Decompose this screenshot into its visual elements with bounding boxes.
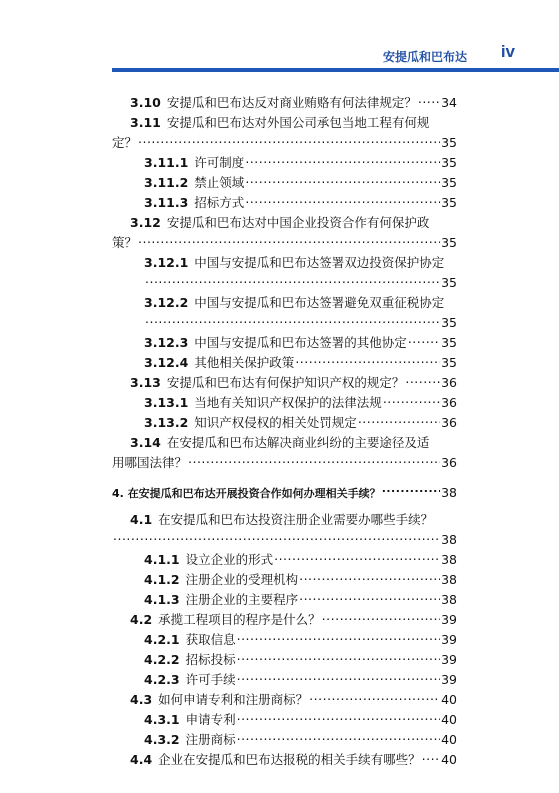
toc-entry-3-13-1[interactable]: 3.13.1 当地有关知识产权保护的法律法规 ..... 36 [112, 393, 457, 413]
table-of-contents [112, 93, 457, 770]
toc-page-number: 35 [441, 135, 457, 150]
dot-leader [138, 133, 440, 147]
toc-entry-4-3[interactable]: 4.3 如何申请专利和注册商标？ ..... 40 [112, 690, 457, 710]
toc-entry-4-3-2[interactable]: 4.3.2 注册商标 ..... 40 [112, 730, 457, 750]
toc-entry-3-12-2[interactable]: 3.12.2 中国与安提瓜和巴布达签署避免双重征税协定 ..... 35 [112, 293, 457, 333]
toc-entry-4-3-1[interactable]: 4.3.1 申请专利 ..... 40 [112, 710, 457, 730]
toc-entry-4-2-2[interactable]: 4.2.2 招标投标 ..... 39 [112, 650, 457, 670]
toc-entry-4-1-2[interactable]: 4.1.2 注册企业的受理机构 ..... 38 [112, 570, 457, 590]
toc-entry-3-12-1[interactable]: 3.12.1 中国与安提瓜和巴布达签署双边投资保护协定 ..... 35 [112, 253, 457, 293]
toc-entry-4-4[interactable]: 4.4 企业在安提瓜和巴布达报税的相关手续有哪些？ ..... 40 [112, 750, 457, 770]
toc-entry-3-14[interactable]: 3.14 在安提瓜和巴布达解决商业纠纷的主要途径及适 用哪国法律？ ..... 36 [112, 433, 457, 473]
toc-entry-4-1[interactable]: 4.1 在安提瓜和巴布达投资注册企业需要办哪些手续？ ..... 38 [112, 510, 457, 550]
header-rule [112, 68, 559, 72]
dot-leader [418, 93, 440, 107]
toc-entry-4[interactable]: 4. 在安提瓜和巴布达开展投资合作如何办理相关手续？ ..... 38 [112, 483, 457, 504]
toc-entry-4-1-1[interactable]: 4.1.1 设立企业的形式 ..... 38 [112, 550, 457, 570]
running-header-title: 安提瓜和巴布达 [382, 50, 467, 64]
page-number: iv [500, 42, 515, 61]
toc-entry-3-12-3[interactable]: 3.12.3 中国与安提瓜和巴布达签署的其他协定 ..... 35 [112, 333, 457, 353]
toc-entry-4-2[interactable]: 4.2 承揽工程项目的程序是什么？ ..... 39 [112, 610, 457, 630]
toc-entry-3-11-2[interactable]: 3.11.2 禁止领域 ..... 35 [112, 173, 457, 193]
toc-page-number: 34 [441, 95, 457, 110]
toc-entry-3-11-3[interactable]: 3.11.3 招标方式 ..... 35 [112, 193, 457, 213]
toc-entry-3-13-2[interactable]: 3.13.2 知识产权侵权的相关处罚规定 ..... 36 [112, 413, 457, 433]
toc-entry-3-12-4[interactable]: 3.12.4 其他相关保护政策 ..... 35 [112, 353, 457, 373]
toc-entry-3-13[interactable]: 3.13 安提瓜和巴布达有何保护知识产权的规定？ ..... 36 [112, 373, 457, 393]
toc-entry-3-10[interactable]: 3.10 安提瓜和巴布达反对商业贿赂有何法律规定？ ..... 34 [112, 93, 457, 113]
toc-entry-3-11-1[interactable]: 3.11.1 许可制度 ..... 35 [112, 153, 457, 173]
toc-entry-4-2-3[interactable]: 4.2.3 许可手续 ..... 39 [112, 670, 457, 690]
toc-entry-4-2-1[interactable]: 4.2.1 获取信息 ..... 39 [112, 630, 457, 650]
toc-entry-3-12[interactable]: 3.12 安提瓜和巴布达对中国企业投资合作有何保护政 策？ ..... 35 [112, 213, 457, 253]
toc-entry-4-1-3[interactable]: 4.1.3 注册企业的主要程序 ..... 38 [112, 590, 457, 610]
toc-entry-3-11[interactable]: 3.11 安提瓜和巴布达对外国公司承包当地工程有何规 定？ ..... 35 [112, 113, 457, 153]
